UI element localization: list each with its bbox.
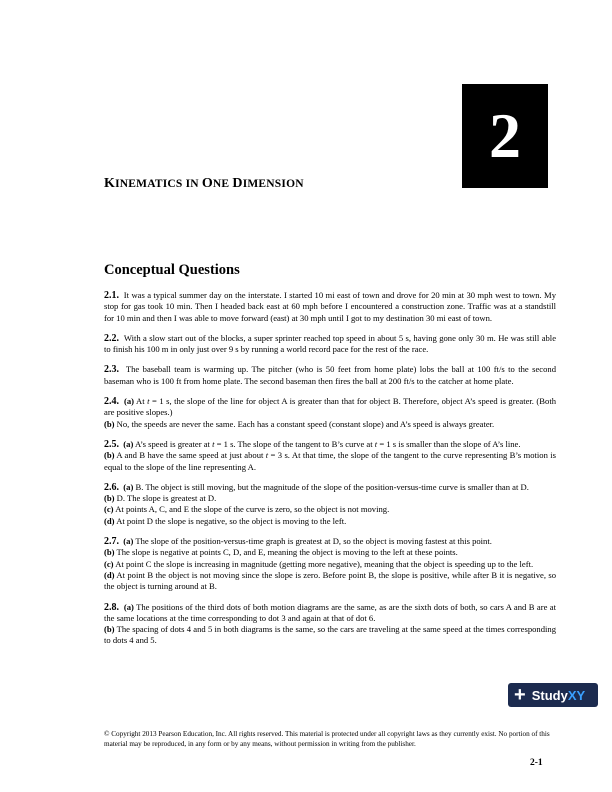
part-label: (d) — [104, 515, 115, 526]
questions-list — [104, 290, 556, 656]
answer-text: The spacing of dots 4 and 5 in both diagrams is the same, so the cars are traveling at the same speed at the times corresponding to dots 4 and 5. — [104, 624, 556, 646]
answer-text: = 1 s is smaller than the slope of A’s line. — [377, 438, 521, 449]
question-block — [104, 536, 556, 592]
answer-paragraph — [104, 504, 556, 515]
question-number: 2.4. — [104, 396, 119, 408]
answer-text: = 1 s, the slope of the line for object A is greater than that for object B. Therefore, object A’s speed is greater. (Both are positive slopes.) — [104, 396, 557, 418]
question-number: 2.3. — [104, 364, 119, 376]
chapter-title-part: K — [104, 176, 116, 191]
answer-text: At points A, C, and E the slope of the curve is zero, so the object is not moving. — [113, 504, 390, 515]
math-variable: t — [147, 396, 150, 407]
answer-text: With a slow start out of the blocks, a super sprinter reached top speed in about 5 s, having gone only 30 m. He was still able to finish his 100 m in only just over 9 s by running a world record pace for the rest of the race. — [104, 332, 557, 355]
answer-text: B. The object is still moving, but the magnitude of the slope of the position-versus-time curve is smaller than at D. — [133, 481, 529, 492]
answer-paragraph — [104, 624, 556, 647]
answer-text: At point B the object is not moving since the slope is zero. Before point B, the slope is positive, while after B it is negative, so the object is turning around at B. — [104, 569, 556, 592]
answer-paragraph — [104, 333, 556, 356]
plus-icon: + — [514, 684, 526, 706]
answer-text: D. The slope is greatest at D. — [114, 493, 217, 504]
answer-paragraph — [104, 493, 556, 504]
chapter-title-part: INEMATICS IN — [115, 178, 202, 190]
answer-text: At point D the slope is negative, so the object is moving to the left. — [114, 515, 347, 526]
answer-text: A and B have the same speed at just about — [114, 450, 266, 461]
part-label: (b) — [104, 547, 115, 558]
chapter-number-box — [462, 84, 548, 188]
studyxy-watermark[interactable] — [508, 683, 598, 707]
math-variable: t — [265, 450, 269, 461]
question-block — [104, 439, 556, 473]
answer-paragraph — [104, 482, 556, 493]
part-label: (b) — [104, 493, 115, 504]
question-number: 2.5. — [104, 438, 119, 450]
watermark-brand-accent: XY — [567, 687, 586, 703]
chapter-title — [104, 176, 304, 192]
answer-text: No, the speeds are never the same. Each has a constant speed (constant slope) and A’s speed is always greater. — [114, 418, 495, 429]
question-block — [104, 290, 556, 324]
math-variable: t — [212, 438, 215, 449]
question-block — [104, 364, 556, 387]
answer-paragraph — [104, 516, 556, 527]
answer-paragraph — [104, 396, 556, 419]
answer-text: The slope of the position-versus-time graph is greatest at D, so the object is moving fastest at this point. — [133, 536, 492, 547]
question-block — [104, 482, 556, 527]
chapter-title-part: D — [232, 176, 243, 191]
question-block — [104, 333, 556, 356]
answer-paragraph — [104, 419, 556, 430]
question-block — [104, 396, 556, 430]
part-label: (b) — [104, 624, 115, 635]
answer-paragraph — [104, 439, 556, 450]
part-label: (a) — [123, 481, 134, 492]
question-number: 2.8. — [104, 601, 119, 613]
question-block — [104, 602, 556, 647]
part-label: (a) — [123, 536, 134, 547]
answer-paragraph — [104, 364, 556, 387]
math-variable: t — [374, 438, 378, 449]
answer-text: The slope is negative at points C, D, and E, meaning the object is moving to the left at these points. — [114, 547, 458, 558]
answer-paragraph — [104, 602, 556, 625]
part-label: (b) — [104, 418, 115, 429]
answer-text: At — [134, 396, 148, 407]
page-number: 2-1 — [530, 758, 543, 768]
part-label: (c) — [104, 558, 114, 569]
question-number: 2.7. — [104, 536, 119, 548]
part-label: (a) — [123, 438, 134, 449]
answer-paragraph — [104, 547, 556, 558]
answer-text: = 1 s. The slope of the tangent to B’s curve at — [214, 438, 375, 449]
question-number: 2.6. — [104, 481, 119, 493]
part-label: (a) — [123, 601, 134, 612]
chapter-title-part: O — [201, 176, 213, 191]
chapter-title-part: IMENSION — [242, 178, 304, 190]
part-label: (b) — [104, 450, 115, 461]
part-label: (c) — [104, 504, 114, 515]
question-number: 2.1. — [104, 290, 119, 301]
chapter-number: 2 — [489, 100, 521, 171]
section-heading: Conceptual Questions — [104, 262, 240, 278]
answer-text: The positions of the third dots of both motion diagrams are the same, as are the sixth dots of both, so cars A and B are at the same locations at the time corresponding to dot 3 and again at that of dot 6. — [104, 601, 557, 623]
part-label: (a) — [124, 396, 135, 407]
answer-text: At point C the slope is increasing in magnitude (getting more negative), meaning that the object is speeding up to the left. — [113, 558, 534, 569]
answer-paragraph — [104, 559, 556, 570]
answer-paragraph — [104, 450, 556, 473]
chapter-title-part: NE — [212, 178, 233, 190]
answer-paragraph — [104, 290, 556, 324]
copyright-notice: © Copyright 2013 Pearson Education, Inc. All rights reserved. This material is protected under all copyright laws as they currently exist. No portion of this material may be reproduced, in any form or by any means, without permission in writing from the publisher. — [104, 730, 550, 748]
answer-text: A’s speed is greater at — [133, 438, 213, 449]
answer-paragraph — [104, 570, 556, 593]
watermark-brand-main: Study — [531, 687, 568, 703]
part-label: (d) — [104, 569, 115, 580]
answer-text: It was a typical summer day on the interstate. I started 10 mi east of town and drove for 20 min at 30 mph west to town. My stop for gas took 10 min. Then I headed back east at 60 mph before I encountered a construction zone. Traffic was at a standstill for 10 min and then I was able to move forward (east) at 30 mph until I got to my destination 30 mi east of town. — [104, 290, 556, 323]
answer-text: The baseball team is warming up. The pitcher (who is 50 feet from home plate) lobs the ball at 100 ft/s to the second baseman who is 100 ft from home plate. The second baseman then fires the ball at 200 ft/s to the catcher at home plate. — [104, 364, 557, 386]
answer-paragraph — [104, 536, 556, 547]
answer-text: = 3 s. At that time, the slope of the tangent to the curve representing B’s motion is equal to the slope of the line representing A. — [104, 450, 556, 472]
question-number: 2.2. — [104, 332, 119, 344]
